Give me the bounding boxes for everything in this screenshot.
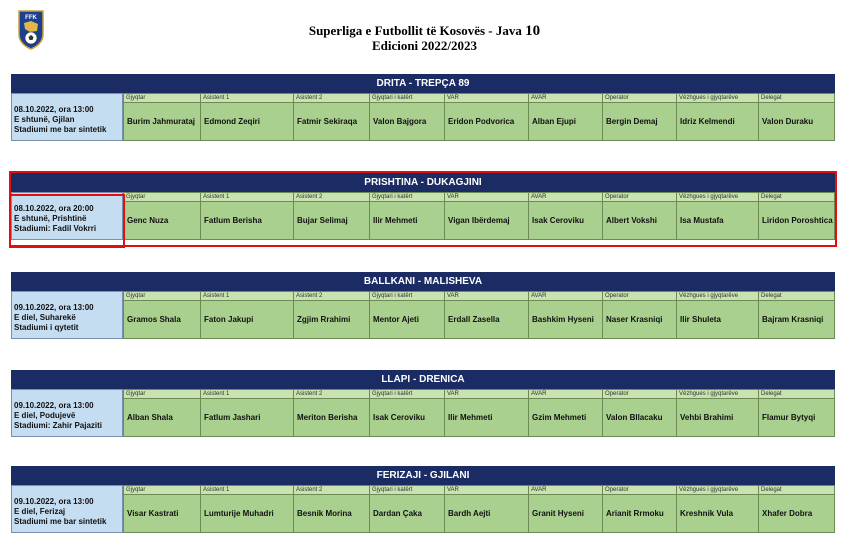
official-cell bbox=[677, 93, 759, 141]
role-label: Gjyqtari i katërt bbox=[370, 486, 444, 495]
official-cell bbox=[294, 93, 370, 141]
role-label: Delegat bbox=[759, 390, 834, 399]
role-label: Gjyqtari i katërt bbox=[370, 94, 444, 103]
official-name: Bergin Demaj bbox=[606, 117, 658, 126]
official-name: Isak Ceroviku bbox=[532, 216, 585, 225]
official-name: Bardh Aejti bbox=[448, 509, 491, 518]
official-name: Bujar Selimaj bbox=[297, 216, 348, 225]
official-cell bbox=[201, 485, 294, 533]
official-cell bbox=[445, 389, 529, 437]
role-label: Operator bbox=[603, 390, 676, 399]
match-info bbox=[11, 389, 123, 437]
match-title: FERIZAJI - GJILANI bbox=[11, 466, 835, 485]
official-cell bbox=[677, 291, 759, 339]
match-city: E diel, Ferizaj bbox=[14, 507, 66, 516]
match-table bbox=[11, 74, 835, 141]
match-datetime: 09.10.2022, ora 13:00 bbox=[14, 401, 94, 410]
official-name: Faton Jakupi bbox=[204, 315, 254, 324]
official-cell bbox=[445, 93, 529, 141]
official-cell bbox=[123, 291, 201, 339]
official-cell bbox=[603, 93, 677, 141]
role-label: Gjyqtar bbox=[124, 193, 200, 202]
match-row bbox=[11, 291, 835, 339]
role-label: Asistent 1 bbox=[201, 390, 293, 399]
role-label: Vëzhgues i gjyqtarëve bbox=[677, 292, 758, 301]
match-datetime: 08.10.2022, ora 13:00 bbox=[14, 105, 94, 114]
official-cell bbox=[294, 389, 370, 437]
official-name: Vigan Ibërdemaj bbox=[448, 216, 510, 225]
officials-row bbox=[123, 93, 835, 141]
official-name: Erdall Zasella bbox=[448, 315, 500, 324]
match-stadium: Stadiumi me bar sintetik bbox=[14, 517, 107, 526]
match-city: E diel, Suharekë bbox=[14, 313, 76, 322]
official-cell bbox=[529, 93, 603, 141]
official-cell bbox=[603, 291, 677, 339]
role-label: Operator bbox=[603, 486, 676, 495]
officials-row bbox=[123, 485, 835, 533]
match-stadium: Stadiumi i qytetit bbox=[14, 323, 79, 332]
role-label: VAR bbox=[445, 390, 528, 399]
role-label: Vëzhgues i gjyqtarëve bbox=[677, 94, 758, 103]
official-name: Lumturije Muhadri bbox=[204, 509, 274, 518]
role-label: Asistent 1 bbox=[201, 94, 293, 103]
official-name: Granit Hyseni bbox=[532, 509, 585, 518]
official-name: Idriz Kelmendi bbox=[680, 117, 735, 126]
official-name: Gramos Shala bbox=[127, 315, 181, 324]
official-name: Bajram Krasniqi bbox=[762, 315, 824, 324]
official-name: Naser Krasniqi bbox=[606, 315, 663, 324]
match-info bbox=[11, 192, 123, 240]
role-label: AVAR bbox=[529, 292, 602, 301]
official-cell bbox=[677, 389, 759, 437]
official-name: Dardan Çaka bbox=[373, 509, 422, 518]
official-name: Albert Vokshi bbox=[606, 216, 657, 225]
official-name: Genc Nuza bbox=[127, 216, 169, 225]
official-cell bbox=[603, 485, 677, 533]
match-row bbox=[11, 389, 835, 437]
official-cell bbox=[294, 291, 370, 339]
role-label: Asistent 2 bbox=[294, 292, 369, 301]
official-name: Xhafer Dobra bbox=[762, 509, 813, 518]
official-name: Bashkim Hyseni bbox=[532, 315, 594, 324]
role-label: Asistent 2 bbox=[294, 390, 369, 399]
role-label: Vëzhgues i gjyqtarëve bbox=[677, 486, 758, 495]
role-label: Asistent 1 bbox=[201, 486, 293, 495]
match-info bbox=[11, 93, 123, 141]
official-name: Burim Jahmurataj bbox=[127, 117, 196, 126]
match-stadium: Stadiumi me bar sintetik bbox=[14, 125, 107, 134]
official-cell bbox=[759, 291, 835, 339]
officials-row bbox=[123, 291, 835, 339]
role-label: Asistent 2 bbox=[294, 486, 369, 495]
role-label: Gjyqtar bbox=[124, 94, 200, 103]
match-datetime: 08.10.2022, ora 20:00 bbox=[14, 204, 94, 213]
official-name: Valon Duraku bbox=[762, 117, 814, 126]
match-info bbox=[11, 291, 123, 339]
role-label: VAR bbox=[445, 94, 528, 103]
official-cell bbox=[201, 93, 294, 141]
official-cell bbox=[529, 192, 603, 240]
role-label: Vëzhgues i gjyqtarëve bbox=[677, 193, 758, 202]
official-name: Ilir Mehmeti bbox=[448, 413, 493, 422]
official-cell bbox=[123, 389, 201, 437]
match-city: E shtunë, Prishtinë bbox=[14, 214, 87, 223]
match-table bbox=[11, 173, 835, 240]
role-label: Vëzhgues i gjyqtarëve bbox=[677, 390, 758, 399]
official-name: Alban Ejupi bbox=[532, 117, 576, 126]
official-name: Ilir Shuleta bbox=[680, 315, 721, 324]
role-label: Delegat bbox=[759, 486, 834, 495]
official-cell bbox=[370, 93, 445, 141]
official-cell bbox=[603, 192, 677, 240]
role-label: Delegat bbox=[759, 94, 834, 103]
official-cell bbox=[759, 389, 835, 437]
role-label: Gjyqtar bbox=[124, 486, 200, 495]
official-cell bbox=[123, 93, 201, 141]
match-table bbox=[11, 272, 835, 339]
official-name: Alban Shala bbox=[127, 413, 173, 422]
official-name: Vehbi Brahimi bbox=[680, 413, 734, 422]
official-name: Liridon Poroshtica bbox=[762, 216, 833, 225]
official-name: Flamur Bytyqi bbox=[762, 413, 816, 422]
official-cell bbox=[370, 291, 445, 339]
official-cell bbox=[759, 485, 835, 533]
officials-row bbox=[123, 389, 835, 437]
role-label: Operator bbox=[603, 193, 676, 202]
role-label: Operator bbox=[603, 94, 676, 103]
official-cell bbox=[445, 485, 529, 533]
official-cell bbox=[529, 485, 603, 533]
role-label: VAR bbox=[445, 292, 528, 301]
official-name: Fatlum Jashari bbox=[204, 413, 261, 422]
match-table bbox=[11, 370, 835, 437]
match-title: BALLKANI - MALISHEVA bbox=[11, 272, 835, 291]
title-prefix: Superliga e Futbollit të Kosovës - Java bbox=[308, 23, 522, 38]
match-datetime: 09.10.2022, ora 13:00 bbox=[14, 497, 94, 506]
official-cell bbox=[123, 192, 201, 240]
official-name: Gzim Mehmeti bbox=[532, 413, 587, 422]
officials-row bbox=[123, 192, 835, 240]
official-cell bbox=[529, 389, 603, 437]
match-row bbox=[11, 192, 835, 240]
official-name: Isak Ceroviku bbox=[373, 413, 426, 422]
official-name: Valon Bllacaku bbox=[606, 413, 663, 422]
match-table bbox=[11, 466, 835, 533]
page-title bbox=[0, 24, 849, 53]
role-label: AVAR bbox=[529, 193, 602, 202]
match-stadium: Stadiumi: Fadil Vokrri bbox=[14, 224, 97, 233]
match-row bbox=[11, 93, 835, 141]
official-name: Eridon Podvorica bbox=[448, 117, 515, 126]
official-name: Kreshnik Vula bbox=[680, 509, 734, 518]
match-city: E shtunë, Gjilan bbox=[14, 115, 75, 124]
official-name: Fatlum Berisha bbox=[204, 216, 262, 225]
match-row bbox=[11, 485, 835, 533]
official-cell bbox=[201, 192, 294, 240]
role-label: Delegat bbox=[759, 193, 834, 202]
role-label: Gjyqtari i katërt bbox=[370, 193, 444, 202]
week-number: 10 bbox=[525, 23, 541, 39]
official-cell bbox=[370, 389, 445, 437]
role-label: Gjyqtari i katërt bbox=[370, 292, 444, 301]
role-label: AVAR bbox=[529, 390, 602, 399]
official-name: Meriton Berisha bbox=[297, 413, 358, 422]
match-title: PRISHTINA - DUKAGJINI bbox=[11, 173, 835, 192]
role-label: Asistent 2 bbox=[294, 94, 369, 103]
role-label: Asistent 1 bbox=[201, 292, 293, 301]
role-label: Gjyqtari i katërt bbox=[370, 390, 444, 399]
official-cell bbox=[759, 93, 835, 141]
role-label: Asistent 1 bbox=[201, 193, 293, 202]
official-cell bbox=[677, 192, 759, 240]
role-label: AVAR bbox=[529, 486, 602, 495]
official-cell bbox=[759, 192, 835, 240]
official-name: Arianit Rrmoku bbox=[606, 509, 664, 518]
official-name: Edmond Zeqiri bbox=[204, 117, 260, 126]
role-label: AVAR bbox=[529, 94, 602, 103]
official-cell bbox=[370, 485, 445, 533]
official-name: Valon Bajgora bbox=[373, 117, 427, 126]
official-name: Zgjim Rrahimi bbox=[297, 315, 351, 324]
official-cell bbox=[445, 291, 529, 339]
official-cell bbox=[603, 389, 677, 437]
role-label: Delegat bbox=[759, 292, 834, 301]
official-name: Mentor Ajeti bbox=[373, 315, 419, 324]
edition-label: Edicioni 2022/2023 bbox=[371, 38, 478, 53]
official-cell bbox=[294, 192, 370, 240]
official-cell bbox=[445, 192, 529, 240]
logo-text: FFK bbox=[25, 15, 37, 21]
official-name: Fatmir Sekiraqa bbox=[297, 117, 358, 126]
match-title: LLAPI - DRENICA bbox=[11, 370, 835, 389]
role-label: Asistent 2 bbox=[294, 193, 369, 202]
official-cell bbox=[370, 192, 445, 240]
official-cell bbox=[529, 291, 603, 339]
role-label: Gjyqtar bbox=[124, 292, 200, 301]
match-title: DRITA - TREPÇA 89 bbox=[11, 74, 835, 93]
official-cell bbox=[677, 485, 759, 533]
official-name: Ilir Mehmeti bbox=[373, 216, 418, 225]
official-name: Isa Mustafa bbox=[680, 216, 724, 225]
official-name: Visar Kastrati bbox=[127, 509, 179, 518]
official-cell bbox=[294, 485, 370, 533]
match-stadium: Stadiumi: Zahir Pajaziti bbox=[14, 421, 103, 430]
match-city: E diel, Podujevë bbox=[14, 411, 76, 420]
role-label: VAR bbox=[445, 193, 528, 202]
role-label: Operator bbox=[603, 292, 676, 301]
role-label: Gjyqtar bbox=[124, 390, 200, 399]
official-cell bbox=[123, 485, 201, 533]
official-cell bbox=[201, 389, 294, 437]
match-info bbox=[11, 485, 123, 533]
match-datetime: 09.10.2022, ora 13:00 bbox=[14, 303, 94, 312]
role-label: VAR bbox=[445, 486, 528, 495]
official-name: Besnik Morina bbox=[297, 509, 352, 518]
official-cell bbox=[201, 291, 294, 339]
